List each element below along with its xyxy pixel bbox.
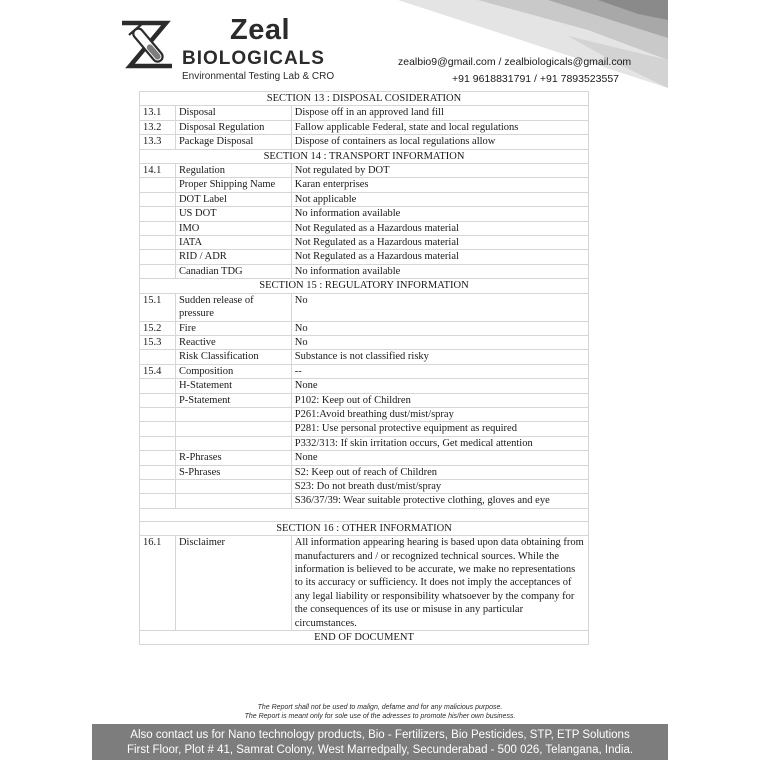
table-row xyxy=(140,207,589,221)
row-value: Dispose off in an approved land fill xyxy=(291,106,588,120)
row-number xyxy=(140,393,176,407)
row-number: 16.1 xyxy=(140,536,176,631)
brand-name: Zeal xyxy=(230,14,291,46)
row-label: Disposal xyxy=(175,106,291,120)
row-label: H-Statement xyxy=(175,379,291,393)
row-value: No xyxy=(291,321,588,335)
row-label: Risk Classification xyxy=(175,350,291,364)
row-label: Fire xyxy=(175,321,291,335)
row-value: P332/313: If skin irritation occurs, Get medical attention xyxy=(291,436,588,450)
row-number xyxy=(140,221,176,235)
table-row xyxy=(140,335,589,349)
row-label: Reactive xyxy=(175,335,291,349)
section-heading-row xyxy=(140,92,589,106)
table-spacer-row xyxy=(140,508,589,521)
table-row xyxy=(140,350,589,364)
table-row xyxy=(140,364,589,378)
section-heading-row xyxy=(140,279,589,293)
spacer-cell xyxy=(140,508,589,521)
table-row xyxy=(140,422,589,436)
row-value: P102: Keep out of Children xyxy=(291,393,588,407)
row-number xyxy=(140,436,176,450)
row-label: S-Phrases xyxy=(175,465,291,479)
table-row xyxy=(140,120,589,134)
table-row xyxy=(140,221,589,235)
row-label: Disposal Regulation xyxy=(175,120,291,134)
row-label xyxy=(175,494,291,508)
section-title: SECTION 13 : DISPOSAL COSIDERATION xyxy=(140,92,589,106)
brand-sub: BIOLOGICALS xyxy=(182,48,325,69)
contact-emails: zealbio9@gmail.com / zealbiologicals@gmail.com xyxy=(398,56,632,68)
row-value: S23: Do not breath dust/mist/spray xyxy=(291,479,588,493)
table-row xyxy=(140,407,589,421)
table-row xyxy=(140,536,589,631)
row-label: Canadian TDG xyxy=(175,264,291,278)
row-value: No xyxy=(291,293,588,321)
row-value: S36/37/39: Wear suitable protective clothing, gloves and eye xyxy=(291,494,588,508)
row-label: US DOT xyxy=(175,207,291,221)
row-value: Fallow applicable Federal, state and local regulations xyxy=(291,120,588,134)
row-number xyxy=(140,192,176,206)
row-label xyxy=(175,436,291,450)
row-number: 15.2 xyxy=(140,321,176,335)
table-row xyxy=(140,436,589,450)
section-heading-row xyxy=(140,521,589,535)
table-row xyxy=(140,135,589,149)
table-row xyxy=(140,465,589,479)
row-value: S2: Keep out of reach of Children xyxy=(291,465,588,479)
row-value: All information appearing hearing is based upon data obtaining from manufacturers and / or recognized technical sources. While the information is believed to be accurate, we make no representations to its accuracy or sufficiency. It does not imply the acceptances of any legal liability or responsibility whatsoever by the company for the consequences of its use or misuse in any particular circumstances. xyxy=(291,536,588,631)
row-label: P-Statement xyxy=(175,393,291,407)
footer-band xyxy=(92,724,668,760)
row-label: DOT Label xyxy=(175,192,291,206)
row-number: 14.1 xyxy=(140,164,176,178)
end-row xyxy=(140,631,589,645)
table-row xyxy=(140,494,589,508)
row-value: None xyxy=(291,379,588,393)
row-number xyxy=(140,465,176,479)
row-number: 15.4 xyxy=(140,364,176,378)
row-number xyxy=(140,236,176,250)
row-label: RID / ADR xyxy=(175,250,291,264)
contact-phones: +91 9618831791 / +91 7893523557 xyxy=(452,73,620,85)
row-value: Not Regulated as a Hazardous material xyxy=(291,250,588,264)
row-number xyxy=(140,422,176,436)
row-value: No information available xyxy=(291,207,588,221)
row-label: Sudden release of pressure xyxy=(175,293,291,321)
document-page xyxy=(92,0,668,760)
row-number xyxy=(140,407,176,421)
row-number xyxy=(140,250,176,264)
row-label: Composition xyxy=(175,364,291,378)
table-row xyxy=(140,106,589,120)
row-label xyxy=(175,479,291,493)
table-row xyxy=(140,479,589,493)
row-number xyxy=(140,451,176,465)
row-label: Disclaimer xyxy=(175,536,291,631)
row-number xyxy=(140,494,176,508)
row-value: P261:Avoid breathing dust/mist/spray xyxy=(291,407,588,421)
row-value: None xyxy=(291,451,588,465)
section-heading-row xyxy=(140,149,589,163)
row-value: Not Regulated as a Hazardous material xyxy=(291,236,588,250)
row-number xyxy=(140,350,176,364)
table-row xyxy=(140,250,589,264)
row-label: Package Disposal xyxy=(175,135,291,149)
row-label: Regulation xyxy=(175,164,291,178)
row-number xyxy=(140,207,176,221)
row-number: 13.3 xyxy=(140,135,176,149)
row-value: Substance is not classified risky xyxy=(291,350,588,364)
row-value: -- xyxy=(291,364,588,378)
table-row xyxy=(140,379,589,393)
row-label xyxy=(175,422,291,436)
row-value: P281: Use personal protective equipment as required xyxy=(291,422,588,436)
row-value: Not regulated by DOT xyxy=(291,164,588,178)
section-title: SECTION 15 : REGULATORY INFORMATION xyxy=(140,279,589,293)
report-disclaimer-2: The Report is meant only for sole use of the adresses to promote his/her own business. xyxy=(244,713,516,720)
table-row xyxy=(140,236,589,250)
row-value: No information available xyxy=(291,264,588,278)
footer-services: Also contact us for Nano technology products, Bio - Fertilizers, Bio Pesticides, STP, ETP Solutions xyxy=(130,729,630,741)
footer-address: First Floor, Plot # 41, Samrat Colony, West Marredpally, Secunderabad - 500 026, Telangana, India. xyxy=(126,744,634,756)
table-row xyxy=(140,321,589,335)
row-value: Dispose of containers as local regulations allow xyxy=(291,135,588,149)
row-value: Karan enterprises xyxy=(291,178,588,192)
zeal-logo-icon xyxy=(120,20,178,72)
row-value: No xyxy=(291,335,588,349)
row-number xyxy=(140,264,176,278)
row-label: Proper Shipping Name xyxy=(175,178,291,192)
row-value: Not Regulated as a Hazardous material xyxy=(291,221,588,235)
row-label: IATA xyxy=(175,236,291,250)
table-row xyxy=(140,192,589,206)
row-label: IMO xyxy=(175,221,291,235)
end-of-document: END OF DOCUMENT xyxy=(140,631,589,645)
table-row xyxy=(140,178,589,192)
msds-table xyxy=(139,91,589,645)
row-number xyxy=(140,379,176,393)
row-number: 15.3 xyxy=(140,335,176,349)
table-row xyxy=(140,293,589,321)
row-label xyxy=(175,407,291,421)
row-number: 15.1 xyxy=(140,293,176,321)
table-row xyxy=(140,451,589,465)
table-row xyxy=(140,164,589,178)
table-row xyxy=(140,393,589,407)
section-title: SECTION 16 : OTHER INFORMATION xyxy=(140,521,589,535)
row-number: 13.1 xyxy=(140,106,176,120)
row-value: Not applicable xyxy=(291,192,588,206)
row-number xyxy=(140,178,176,192)
row-label: R-Phrases xyxy=(175,451,291,465)
report-disclaimer-1: The Report shall not be used to malign, defame and for any malicious purpose. xyxy=(257,704,503,711)
brand-tagline: Environmental Testing Lab & CRO xyxy=(182,71,335,82)
row-number xyxy=(140,479,176,493)
row-number: 13.2 xyxy=(140,120,176,134)
table-row xyxy=(140,264,589,278)
section-title: SECTION 14 : TRANSPORT INFORMATION xyxy=(140,149,589,163)
